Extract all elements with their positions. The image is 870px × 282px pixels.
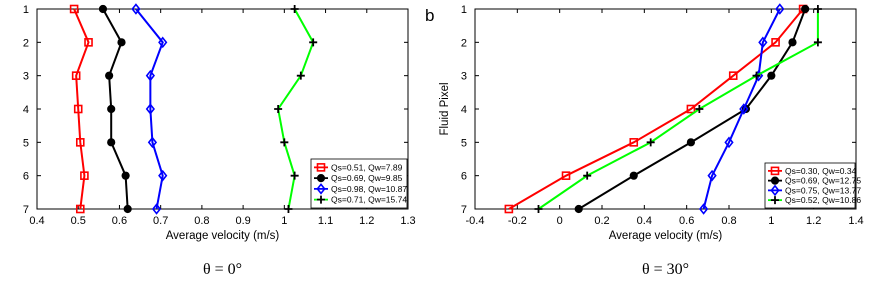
chart-a-y-tick-label: 4 bbox=[22, 104, 29, 116]
chart-b-panel-label: b bbox=[425, 6, 435, 25]
chart-b-legend bbox=[765, 163, 861, 208]
chart-b-y-tick-label: 7 bbox=[460, 204, 467, 216]
chart-b-x-tick-label: 1 bbox=[768, 215, 775, 227]
chart-b-data-point bbox=[789, 39, 796, 46]
chart-b bbox=[425, 4, 864, 278]
chart-a-data-point bbox=[124, 205, 131, 212]
chart-b-y-tick-label: 6 bbox=[460, 170, 467, 183]
chart-a-x-tick-label: 0.9 bbox=[235, 215, 251, 227]
chart-a-y-tick-label: 7 bbox=[22, 204, 29, 216]
chart-b-x-tick-label: -0.4 bbox=[465, 215, 485, 227]
chart-b-legend-marker bbox=[771, 177, 778, 184]
chart-b-data-point bbox=[802, 5, 809, 12]
chart-b-data-point bbox=[768, 72, 775, 79]
chart-b-data-point bbox=[575, 205, 582, 212]
chart-b-legend-label: Qs=0.75, Qw=13.77 bbox=[785, 185, 862, 196]
chart-b-x-axis-label: Average velocity (m/s) bbox=[608, 230, 723, 242]
chart-b-y-tick-label: 4 bbox=[460, 104, 467, 116]
chart-a-y-tick-label: 5 bbox=[22, 137, 29, 150]
chart-a-data-point bbox=[99, 5, 106, 12]
chart-b-y-tick-label: 2 bbox=[460, 37, 467, 50]
chart-a-legend-label: Qs=0.69, Qw=9.85 bbox=[331, 173, 403, 184]
chart-a-data-point bbox=[106, 72, 113, 79]
chart-a bbox=[23, 4, 416, 278]
chart-a-x-tick-label: 0.7 bbox=[153, 215, 169, 227]
chart-b-x-tick-label: 1.2 bbox=[806, 215, 822, 227]
chart-b-x-tick-label: 1.4 bbox=[848, 215, 864, 227]
chart-b-x-tick-label: 0.4 bbox=[636, 215, 652, 227]
chart-a-x-tick-label: 1.2 bbox=[359, 215, 375, 227]
chart-a-x-axis-label: Average velocity (m/s) bbox=[165, 230, 280, 242]
chart-a-x-tick-label: 0.4 bbox=[29, 215, 45, 227]
chart-a-legend-marker bbox=[317, 175, 324, 182]
chart-b-caption: θ = 30° bbox=[641, 261, 690, 278]
chart-b-x-tick-label: 0.2 bbox=[594, 215, 610, 227]
chart-b-y-axis-label: Fluid Pixel bbox=[439, 82, 451, 136]
chart-b-y-tick-label: 5 bbox=[460, 137, 467, 150]
chart-a-legend-label: Qs=0.98, Qw=10.87 bbox=[331, 183, 408, 194]
chart-a-y-tick-label: 2 bbox=[22, 37, 29, 50]
chart-a-x-tick-label: 0.6 bbox=[111, 215, 128, 227]
chart-b-legend-label: Qs=0.30, Qw=0.34 bbox=[785, 165, 857, 176]
chart-a-x-tick-label: 1.3 bbox=[400, 215, 416, 227]
chart-b-legend-label: Qs=0.69, Qw=12.75 bbox=[785, 175, 862, 186]
chart-a-data-point bbox=[108, 139, 115, 146]
chart-b-data-point bbox=[687, 139, 694, 146]
chart-b-y-tick-label: 1 bbox=[460, 4, 467, 16]
chart-b-y-tick-label: 3 bbox=[460, 70, 467, 83]
chart-a-x-tick-label: 1 bbox=[281, 215, 288, 227]
chart-a-legend-label: Qs=0.51, Qw=7.89 bbox=[331, 162, 403, 173]
chart-a-data-point bbox=[122, 172, 129, 179]
chart-a-caption: θ = 0° bbox=[202, 261, 243, 278]
chart-b-data-point bbox=[630, 172, 637, 179]
chart-b-x-tick-label: -0.2 bbox=[507, 215, 527, 227]
chart-b-x-tick-label: 0 bbox=[556, 215, 563, 227]
chart-b-legend-label: Qs=0.52, Qw=10.86 bbox=[785, 195, 862, 206]
chart-a-data-point bbox=[108, 105, 115, 112]
chart-a-y-tick-label: 3 bbox=[22, 70, 29, 83]
chart-a-y-tick-label: 6 bbox=[22, 170, 29, 183]
chart-a-x-tick-label: 1.1 bbox=[317, 215, 334, 227]
chart-a-data-point bbox=[118, 39, 125, 46]
chart-a-legend-label: Qs=0.71, Qw=15.74 bbox=[331, 194, 408, 205]
chart-a-legend bbox=[311, 159, 407, 208]
chart-a-x-tick-label: 0.8 bbox=[194, 215, 210, 227]
chart-a-x-tick-label: 0.5 bbox=[70, 215, 86, 227]
chart-b-x-tick-label: 0.6 bbox=[679, 215, 695, 227]
chart-a-y-tick-label: 1 bbox=[22, 4, 29, 16]
chart-b-x-tick-label: 0.8 bbox=[721, 215, 737, 227]
